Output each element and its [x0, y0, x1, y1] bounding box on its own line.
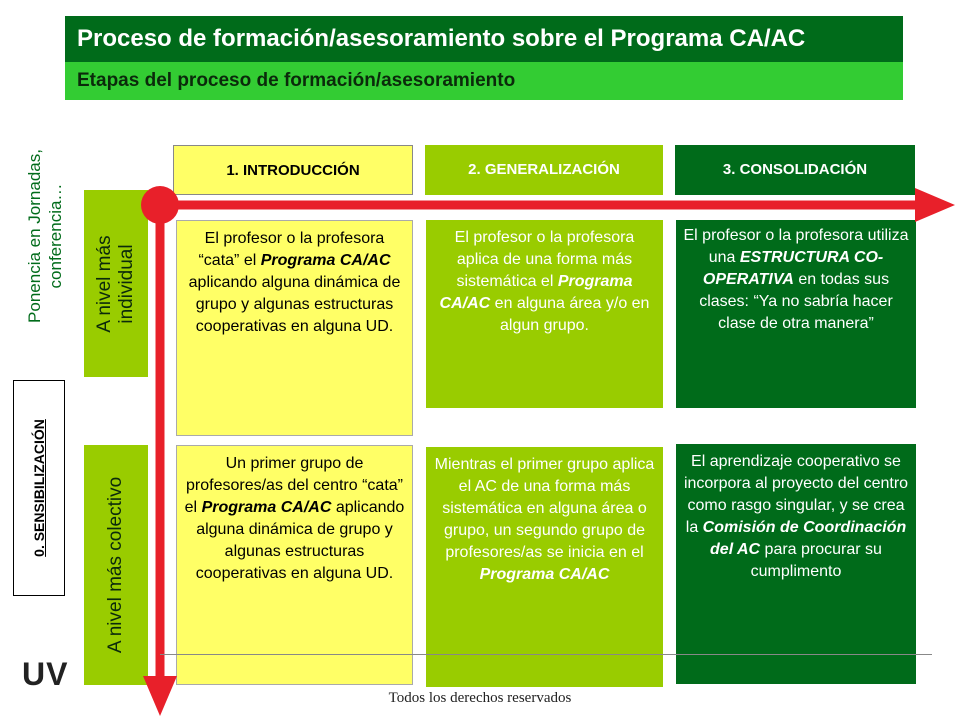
footer-divider	[160, 654, 932, 655]
nivel-individual-box	[84, 190, 148, 377]
horizontal-arrow-head	[915, 188, 955, 222]
cell-individual-consolidacion: El profesor o la profesora utiliza una ESTRUCTURA CO-OPERATIVA en todas sus clases: “Ya no sabría hacer clase de otra manera”	[676, 220, 916, 408]
nivel-individual-line-2: individual	[116, 243, 137, 324]
cell-individual-generalizacion: El profesor o la profesora aplica de una forma más sistemática el Programa CA/AC en alguna área y/o en algun grupo.	[426, 220, 663, 408]
cell-colectivo-introduccion: Un primer grupo de profesores/as del centro “cata” el Programa CA/AC aplicando alguna dinámica de grupo y algunas estructuras cooperativas en alguna UD.	[176, 445, 413, 685]
cell-colectivo-consolidacion: El aprendizaje cooperativo se incorpora al proyecto del centro como rasgo singular, y se crea la Comisión de Coordinación del AC para procurar su cumplimento	[676, 444, 916, 684]
vertical-arrow-head	[143, 676, 177, 716]
sensibilizacion-box	[13, 380, 65, 596]
stage-introduccion: 1. INTRODUCCIÓN	[173, 145, 413, 195]
nivel-individual-line-1: A nivel más	[94, 234, 115, 333]
copyright-text: Todos los derechos reservados	[388, 690, 572, 706]
uv-logo: UV	[22, 656, 69, 692]
ponencia-label-box	[14, 110, 76, 362]
nivel-individual-label	[94, 235, 138, 332]
ponencia-label	[24, 149, 66, 323]
programa-emphasis: Programa CA/AC	[439, 273, 633, 312]
programa-emphasis: Programa CA/AC	[479, 566, 610, 583]
comision-emphasis: Comisión de Coordinación del AC	[702, 519, 907, 558]
cell-individual-introduccion: El profesor o la profesora “cata” el Programa CA/AC aplicando alguna dinámica de grupo y algunas estructuras cooperativas en alguna UD.	[176, 220, 413, 436]
estructura-emphasis: ESTRUCTURA CO-OPERATIVA	[702, 249, 884, 288]
page-title: Proceso de formación/asesoramiento sobre el Programa CA/AC	[65, 16, 903, 62]
ponencia-line-2: conferencia…	[46, 183, 65, 289]
ponencia-line-1: Ponencia en Jornadas,	[25, 149, 44, 323]
programa-emphasis: Programa CA/AC	[260, 252, 391, 269]
nivel-colectivo-box	[84, 445, 148, 685]
stage-consolidacion: 3. CONSOLIDACIÓN	[675, 145, 915, 195]
page-subtitle: Etapas del proceso de formación/asesoramiento	[65, 62, 903, 100]
cell-colectivo-generalizacion: Mientras el primer grupo aplica el AC de una forma más sistemática en alguna área o grupo, un segundo grupo de profesores/as se inicia en el Programa CA/AC	[426, 447, 663, 687]
nivel-colectivo-label: A nivel más colectivo	[105, 476, 126, 654]
programa-emphasis: Programa CA/AC	[201, 499, 332, 516]
stage-generalizacion: 2. GENERALIZACIÓN	[425, 145, 663, 195]
sensibilizacion-label: 0. SENSIBILIZACIÓN	[31, 419, 47, 557]
